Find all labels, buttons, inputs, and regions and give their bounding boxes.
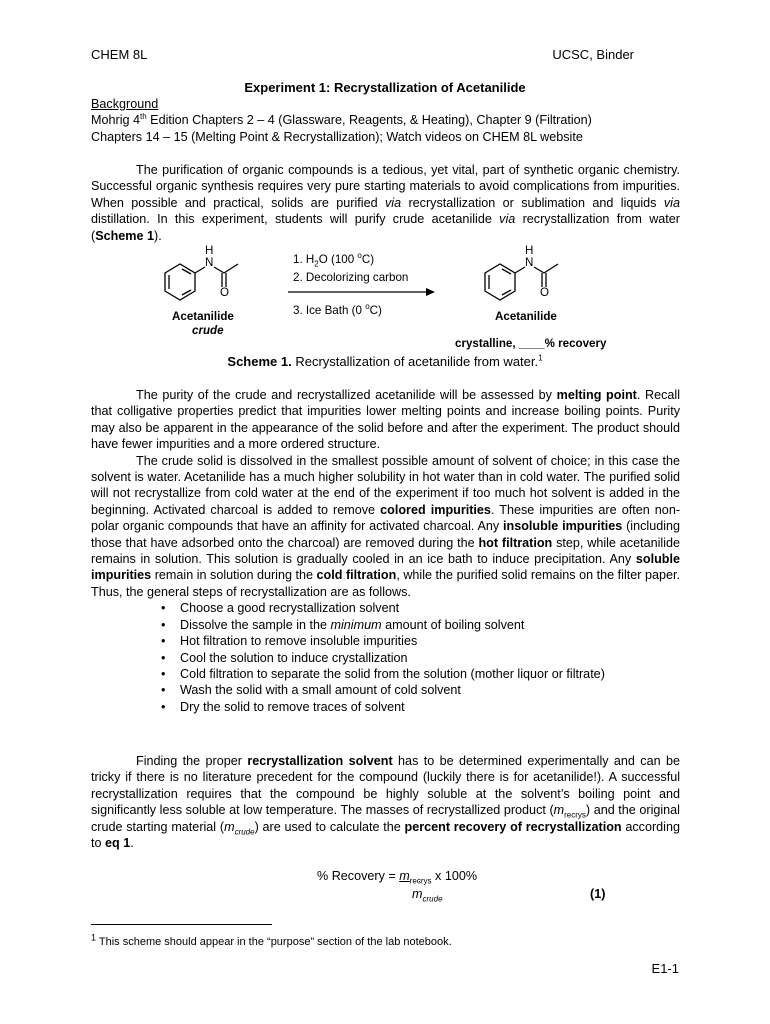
product-atom-h: H xyxy=(525,244,534,257)
background-line-2: Chapters 14 – 15 (Melting Point & Recrystallization); Watch videos on CHEM 8L website xyxy=(91,129,583,144)
list-item: • Choose a good recrystallization solvent xyxy=(91,600,680,616)
scheme-caption: Scheme 1. Recrystallization of acetanilide from water.$^1$ xyxy=(227,353,543,369)
reaction-scheme xyxy=(150,243,620,358)
equation-number: (1) xyxy=(590,887,606,901)
list-item: • Hot filtration to remove insoluble impurities xyxy=(91,633,680,649)
reactant-label: Acetanilide xyxy=(172,310,234,323)
equation-denominator: $m_{crude}$ xyxy=(412,887,443,904)
solvent-paragraph: Finding the proper recrystallization solvent has to be determined experimentally and can be tricky if there is no literature precedent for the compound (luckily there is for acetanilide!). A successful recrystallization requires that the compound be highly soluble at the solvent’s boiling point and significantly less soluble at low temperature. The masses of recrystallized product $(m_{recrys})$ and the original crude starting material $(m_{crude})$ are used to calculate the percent recovery of recrystallization according to eq 1. xyxy=(91,754,680,851)
list-item: • Dissolve the sample in the minimum amount of boiling solvent xyxy=(91,617,680,633)
list-item: • Dry the solid to remove traces of solvent xyxy=(91,699,680,715)
product-sublabel: crystalline, ____% recovery xyxy=(455,337,607,350)
background-heading: Background xyxy=(91,97,159,111)
product-atom-n: N xyxy=(525,256,534,269)
reactant-atom-o: O xyxy=(220,286,230,299)
reactant-atom-h: H xyxy=(205,244,214,257)
reactant-sublabel: crude xyxy=(192,324,224,337)
intro-paragraph: The purification of organic compounds is a tedious, yet vital, part of synthetic organic chemistry. Successful organic synthesis requires very pure starting materials to avoid complications from impurities. When possible and practical, solids are purified via recrystallization or sublimation and liquids via distillation. In this experiment, students will purify crude acetanilide via recrystallization from water (Scheme 1). xyxy=(91,163,680,243)
list-item: • Wash the solid with a small amount of cold solvent xyxy=(91,682,680,698)
list-item: • Cold filtration to separate the solid from the solution (mother liquor or filtrate) xyxy=(91,666,680,682)
page-number: E1-1 xyxy=(651,961,679,976)
product-label: Acetanilide xyxy=(495,310,557,323)
condition-step-1: 1. $H_2O$ (100 $^o$C) xyxy=(293,251,375,269)
equation-numerator-line: % Recovery = $m_{recrys}$ x 100% xyxy=(317,869,478,886)
footnote-divider xyxy=(91,924,272,925)
background-line-1: Mohrig 4th Edition Chapters 2 – 4 (Glassware, Reagents, & Heating), Chapter 9 (Filtration) xyxy=(91,112,592,128)
crude-paragraph: The crude solid is dissolved in the smallest possible amount of solvent of choice; in this case the solvent is water. Acetanilide has a much higher solubility in hot water than in cold water. The purified solid will not recrystallize from cold water at the end of the experiment if too much hot solvent is added in the beginning. Activated charcoal is added to remove colored impurities. These impurities are often non-polar organic compounds that have an affinity for activated charcoal. Any insoluble impurities (including those that have adsorbed onto the charcoal) are removed during the hot filtration step, while acetanilide remains in solution. This solution is gradually cooled in an ice bath to induce precipitation. Any soluble impurities remain in solution during the cold filtration, while the purified solid remains on the filter paper. Thus, the general steps of recrystallization are as follows. xyxy=(91,453,681,599)
document-title: Experiment 1: Recrystallization of Acetanilide xyxy=(244,80,526,95)
condition-step-3: 3. Ice Bath (0 $^o$C) xyxy=(293,302,382,317)
header-course: CHEM 8L xyxy=(91,47,148,62)
arrow-head xyxy=(426,288,435,296)
condition-step-2: 2. Decolorizing carbon xyxy=(293,271,409,284)
header-institution: UCSC, Binder xyxy=(552,47,634,62)
product-atom-o: O xyxy=(540,286,550,299)
recrystallization-steps-list xyxy=(91,600,680,715)
background-section xyxy=(91,96,680,145)
list-item: • Cool the solution to induce crystallization xyxy=(91,650,680,666)
purity-paragraph: The purity of the crude and recrystallized acetanilide will be assessed by melting point. Recall that colligative properties predict that impurities lower melting points and increase boiling points. Purity may also be apparent in the appearance of the solid before and after the experiment. The product should have fewer impurities and a more ordered structure. The crude solid is dissolved in the smallest possible amount of solvent of choice; in this case the solvent is water. Acetanilide has a much higher solubility in hot water than in cold water. The purified solid will not recrystallize from cold water at the end of the experiment if too much hot solvent is added in the beginning. Activated charcoal is added to remove colored impurities. These impurities are often non-polar organic compounds that have an affinity for activated charcoal. Any insoluble impurities (including those that have adsorbed onto the charcoal) are removed during the hot filtration step, while acetanilide remains in solution. This solution is gradually cooled in an ice bath to induce precipitation. Any soluble impurities remain in solution during the cold filtration, while the purified solid remains on the filter paper. Thus, the general steps of recrystallization are as follows. • Choose a good recrystallization solvent • Dissolve the sample in the minimum amount of boiling solvent • Hot filtration to remove insoluble impurities • Cool the solution to induce crystallization • Cold filtration to separate the solid from the solution (mother liquor or filtrate) • Wash the solid with a small amount of cold solvent • Dry the solid to remove traces of solvent xyxy=(91,387,680,715)
footnote: $^1$ This scheme should appear in the “purpose” section of the lab notebook. xyxy=(91,932,452,948)
reactant-atom-n: N xyxy=(205,256,214,269)
